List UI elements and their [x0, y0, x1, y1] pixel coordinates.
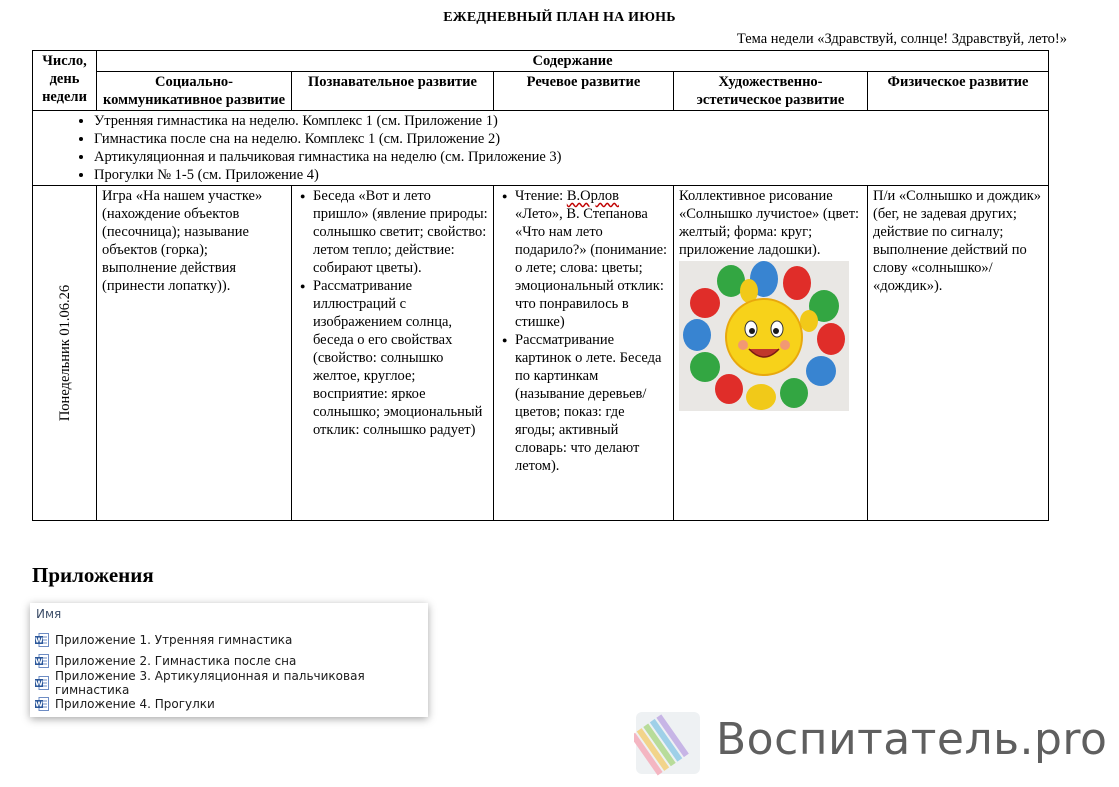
header-art: Художественно-эстетическое развитие: [674, 72, 868, 111]
word-document-icon: [35, 633, 49, 647]
file-item-appendix-1[interactable]: [30, 629, 428, 651]
social-cell: Игра «На нашем участке» (нахождение объектов (песочница); называние объектов (горка); выполнение действия (принести лопатку)).: [97, 186, 292, 521]
art-text: Коллективное рисование «Солнышко лучистое» (цвет: желтый; форма: круг; приложение ладошки).: [679, 188, 860, 258]
word-document-icon: [35, 697, 49, 711]
header-date: Число, день недели: [33, 51, 97, 111]
speech-prefix: Чтение:: [515, 188, 567, 204]
speech-author: В.Орлов: [566, 188, 619, 204]
speech-item: ● Рассматривание картинок о лете. Беседа по картинкам (называние деревьев/цветов; показ: где ягоды; активный словарь: что делают летом).: [515, 331, 668, 475]
common-item: • Прогулки № 1-5 (см. Приложение 4): [94, 166, 1043, 184]
physical-cell: П/и «Солнышко и дождик» (бег, не задевая других; действие по сигналу; выполнение действий по слову «солнышко»/ «дождик»).: [868, 186, 1049, 521]
svg-text:W: W: [35, 679, 43, 688]
cognitive-item: ● Рассматривание иллюстраций с изображением солнца, беседа о его свойствах (свойство: солнышко желтое, круглое; восприятие: яркое солнышко; эмоциональный отклик: солнышко радует): [313, 277, 488, 439]
common-activities: [33, 111, 1049, 186]
speech-cell: [494, 186, 674, 521]
word-document-icon: [35, 654, 49, 668]
speech-rest: «Лето», В. Степанова «Что нам лето подарило?» (понимание: о лете; слова: цветы; эмоциональный отклик: что понравилось в стишке): [515, 206, 668, 330]
sun-face: [726, 299, 802, 375]
day-label: Понедельник 01.06.26: [56, 284, 73, 422]
header-cognitive: Познавательное развитие: [292, 72, 494, 111]
week-theme: Тема недели «Здравствуй, солнце! Здравствуй, лето!»: [736, 31, 1067, 47]
common-item: • Гимнастика после сна на неделю. Комплекс 1 (см. Приложение 2): [94, 130, 1043, 148]
file-list-panel: [30, 603, 428, 717]
day-cell: [33, 186, 97, 521]
speech-item: [515, 187, 668, 331]
file-name: Приложение 1. Утренняя гимнастика: [55, 632, 293, 647]
file-name: Приложение 2. Гимнастика после сна: [55, 654, 297, 669]
file-list-header[interactable]: Имя: [36, 607, 62, 621]
header-content: Содержание: [97, 51, 1049, 72]
svg-text:W: W: [35, 657, 43, 666]
common-item: • Артикуляционная и пальчиковая гимнастика на неделю (см. Приложение 3): [94, 148, 1043, 166]
pencils-logo-icon: [634, 708, 704, 778]
appendix-heading: Приложения: [32, 563, 154, 587]
site-logo: [634, 708, 1108, 778]
daily-plan-table: [32, 50, 1049, 521]
document-title: ЕЖЕДНЕВНЫЙ ПЛАН НА ИЮНЬ: [443, 10, 676, 25]
header-physical: Физическое развитие: [868, 72, 1049, 111]
cognitive-item: ● Беседа «Вот и лето пришло» (явление природы: солнышко светит; свойство: летом тепло; действие: собирают цветы).: [313, 187, 488, 277]
file-name: Приложение 3. Артикуляционная и пальчиковая гимнастика: [55, 668, 365, 697]
word-document-icon: [35, 676, 49, 690]
handprint-sun-image: [679, 261, 849, 411]
header-speech: Речевое развитие: [494, 72, 674, 111]
file-item-appendix-3[interactable]: [30, 668, 428, 697]
svg-text:W: W: [35, 636, 43, 645]
logo-text: Воспитатель.pro: [716, 714, 1108, 765]
cognitive-cell: [292, 186, 494, 521]
file-name: Приложение 4. Прогулки: [55, 697, 215, 712]
header-social: Социально-коммуникативное развитие: [97, 72, 292, 111]
art-cell: [674, 186, 868, 521]
svg-text:W: W: [35, 700, 43, 709]
common-item: • Утренняя гимнастика на неделю. Комплекс 1 (см. Приложение 1): [94, 112, 1043, 130]
